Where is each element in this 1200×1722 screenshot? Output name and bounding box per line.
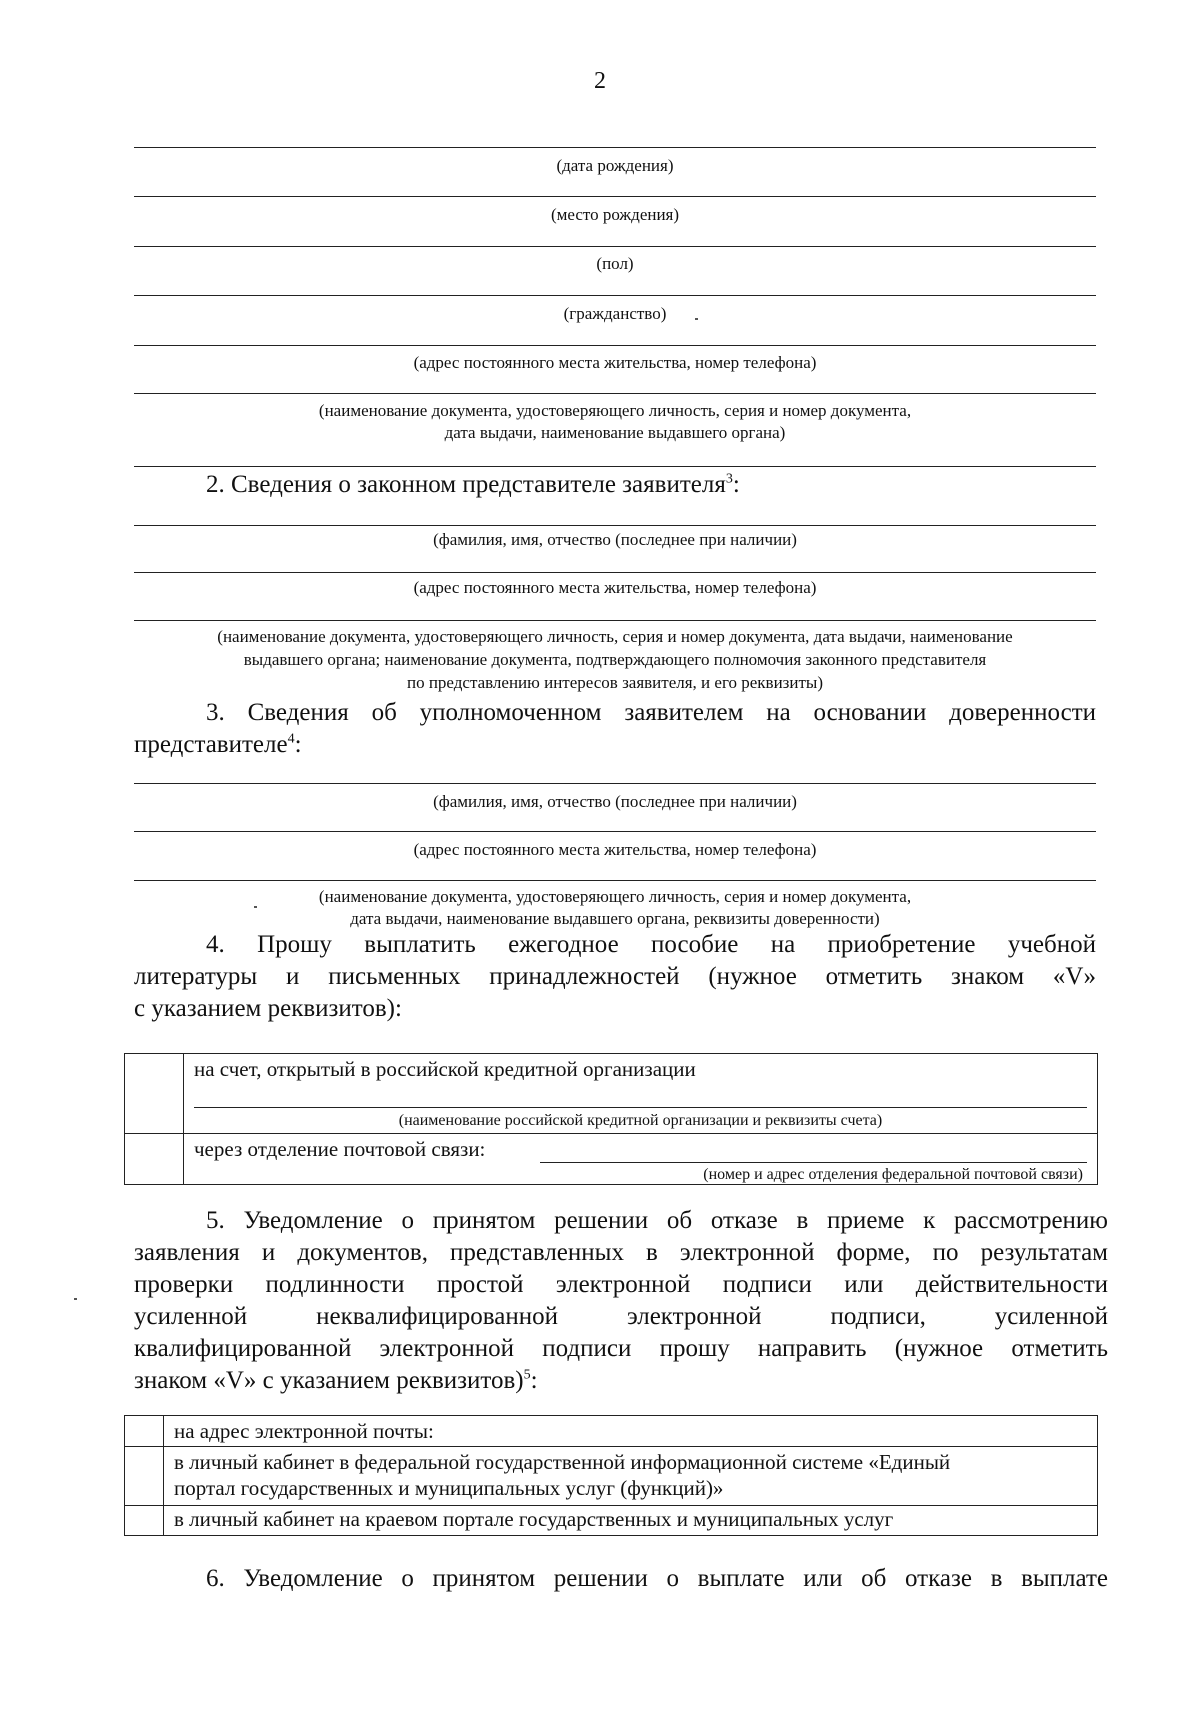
- section-3-line-2-wrap: [134, 729, 1096, 761]
- section-5-tail: :: [530, 1367, 538, 1394]
- section-6-paragraph: [134, 1563, 1108, 1595]
- section-5-paragraph: [134, 1205, 1108, 1397]
- caption-agent-doc-1: (наименование документа, удостоверяющего личность, серия и номер документа,: [318, 887, 912, 906]
- field-line-agent-fio: [134, 783, 1096, 784]
- notification-method-table: [124, 1415, 1098, 1536]
- field-line-rep-fio: [134, 525, 1096, 526]
- section-5-line-4: усиленной неквалифицированной электронной подписи, усиленной: [134, 1303, 1108, 1330]
- scan-speck: [254, 906, 257, 908]
- section-3-tail: :: [294, 731, 302, 758]
- checkbox-post-office[interactable]: [125, 1134, 184, 1185]
- checkbox-regional-portal[interactable]: [125, 1506, 164, 1536]
- caption-agent-address: (адрес постоянного места жительства, номер телефона): [413, 840, 817, 859]
- caption-rep-address: (адрес постоянного места жительства, номер телефона): [413, 578, 817, 597]
- field-line-id-document: [134, 393, 1096, 394]
- caption-birth-place: (место рождения): [550, 205, 680, 224]
- section-5-line-2: заявления и документов, представленных в электронной форме, по результатам: [134, 1239, 1108, 1266]
- caption-rep-doc-1: (наименование документа, удостоверяющего личность, серия и номер документа, дата выдачи, наименование: [217, 627, 1013, 646]
- section-5-line-3: проверки подлинности простой электронной подписи или действительности: [134, 1271, 1108, 1298]
- caption-agent-doc-2: дата выдачи, наименование выдавшего органа, реквизиты доверенности): [350, 909, 880, 928]
- label-bank-account: на счет, открытый в российской кредитной организации: [194, 1057, 696, 1081]
- caption-post-office: (номер и адрес отделения федеральной почтовой связи): [703, 1166, 1083, 1183]
- field-line-post-office[interactable]: [540, 1162, 1087, 1163]
- section-2-tail: :: [732, 471, 740, 498]
- notify-row-email: [125, 1416, 1098, 1447]
- section-2-text: 2. Сведения о законном представителе заявителя: [206, 471, 726, 498]
- section-6-line-1: 6. Уведомление о принятом решении о выплате или об отказе в выплате: [206, 1565, 1108, 1592]
- label-email: на адрес электронной почты:: [174, 1419, 434, 1443]
- notify-cell-gosuslugi: [164, 1447, 1098, 1506]
- section-2-heading: [206, 469, 740, 501]
- payment-cell-bank: [184, 1054, 1098, 1134]
- label-gosuslugi-2: портал государственных и муниципальных услуг (функций)»: [174, 1476, 724, 1500]
- field-line-extra: [134, 466, 1096, 467]
- field-line-citizenship: [134, 295, 1096, 296]
- caption-id-document-1: (наименование документа, удостоверяющего личность, серия и номер документа,: [318, 401, 912, 420]
- caption-address: (адрес постоянного места жительства, номер телефона): [413, 353, 817, 372]
- section-5-line-6-wrap: [134, 1365, 1108, 1397]
- caption-agent-fio: (фамилия, имя, отчество (последнее при наличии): [433, 792, 797, 811]
- section-5-line-6: знаком «V» с указанием реквизитов): [134, 1367, 524, 1394]
- caption-rep-fio: (фамилия, имя, отчество (последнее при наличии): [433, 530, 797, 549]
- payment-cell-post: [184, 1134, 1098, 1185]
- footnote-ref-4: 4: [287, 731, 295, 747]
- field-line-bank-details[interactable]: [194, 1107, 1087, 1108]
- label-regional-portal: в личный кабинет на краевом портале государственных и муниципальных услуг: [174, 1507, 894, 1531]
- section-3-line-2: представителе: [134, 731, 288, 758]
- field-line-birth-date: [134, 147, 1096, 148]
- caption-id-document-2: дата выдачи, наименование выдавшего органа): [444, 423, 786, 442]
- field-line-agent-address: [134, 831, 1096, 832]
- section-4-paragraph: [134, 929, 1096, 1025]
- section-3-heading: [134, 697, 1096, 761]
- checkbox-email[interactable]: [125, 1416, 164, 1447]
- label-post-office: через отделение почтовой связи:: [194, 1137, 486, 1161]
- page-number: 2: [594, 68, 606, 94]
- caption-rep-doc-2: выдавшего органа; наименование документа, подтверждающего полномочия законного представителя: [243, 650, 987, 669]
- notify-row-regional-portal: [125, 1506, 1098, 1536]
- payment-row-post: [125, 1134, 1098, 1185]
- scan-speck: [74, 1298, 77, 1300]
- scan-speck: [695, 318, 698, 320]
- label-gosuslugi-1: в личный кабинет в федеральной государственной информационной системе «Единый: [174, 1450, 951, 1474]
- caption-bank-details: (наименование российской кредитной организации и реквизиты счета): [398, 1112, 883, 1129]
- caption-citizenship: (гражданство): [563, 304, 667, 323]
- notify-cell-regional-portal: [164, 1506, 1098, 1536]
- notify-cell-email: [164, 1416, 1098, 1447]
- caption-birth-date: (дата рождения): [556, 156, 674, 175]
- notify-row-gosuslugi: [125, 1447, 1098, 1506]
- payment-method-table: [124, 1053, 1098, 1185]
- section-5-line-5: квалифицированной электронной подписи прошу направить (нужное отметить: [134, 1335, 1108, 1362]
- caption-sex: (пол): [596, 254, 634, 273]
- footnote-ref-3: 3: [725, 471, 733, 487]
- section-5-line-1: 5. Уведомление о принятом решении об отказе в приеме к рассмотрению: [206, 1207, 1108, 1234]
- footnote-ref-5: 5: [523, 1367, 531, 1383]
- field-line-birth-place: [134, 196, 1096, 197]
- section-4-line-2: литературы и письменных принадлежностей (нужное отметить знаком «V»: [134, 963, 1096, 990]
- field-line-rep-address: [134, 572, 1096, 573]
- caption-rep-doc-3: по представлению интересов заявителя, и его реквизиты): [406, 673, 823, 692]
- field-line-address: [134, 345, 1096, 346]
- section-4-line-3: с указанием реквизитов):: [134, 995, 402, 1022]
- checkbox-gosuslugi[interactable]: [125, 1447, 164, 1506]
- field-line-sex: [134, 246, 1096, 247]
- payment-row-bank: [125, 1054, 1098, 1134]
- section-4-line-1: 4. Прошу выплатить ежегодное пособие на приобретение учебной: [206, 931, 1096, 958]
- field-line-rep-document: [134, 620, 1096, 621]
- field-line-agent-document: [134, 880, 1096, 881]
- section-3-line-1: 3. Сведения об уполномоченном заявителем на основании доверенности: [206, 699, 1096, 726]
- checkbox-bank-account[interactable]: [125, 1054, 184, 1134]
